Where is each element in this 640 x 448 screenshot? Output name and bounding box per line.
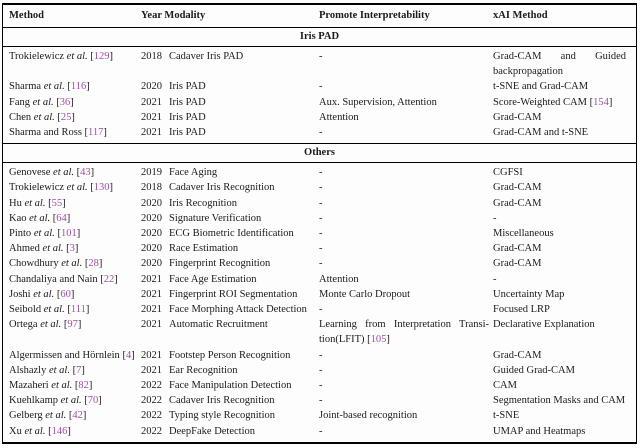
promote-interpretability-cell: - [319, 425, 323, 437]
xai-method-cell: Grad-CAM [493, 243, 542, 255]
column-header-method: Method [9, 10, 44, 21]
promote-interpretability-cell: - [319, 212, 323, 224]
year-cell: 2022 [141, 395, 162, 407]
year-cell: 2020 [141, 243, 162, 255]
year-cell: 2020 [141, 258, 162, 270]
modality-cell: ECG Biometric Identification [169, 228, 294, 240]
citation-number[interactable]: 82 [78, 380, 89, 392]
modality-cell: Face Aging [169, 167, 218, 179]
promote-interpretability-cell: - [319, 167, 323, 179]
citation-link[interactable]: [146] [48, 425, 71, 437]
table-row [3, 317, 636, 347]
modality-cell: Iris PAD [169, 81, 206, 93]
year-cell: 2021 [141, 288, 162, 300]
section-rows [3, 163, 636, 442]
xai-method-cell: Score-Weighted CAM [154] [493, 96, 613, 108]
year-cell: 2021 [141, 364, 162, 376]
citation-number[interactable]: 116 [70, 81, 87, 93]
xai-method-cell: - [493, 273, 497, 285]
year-cell: 2021 [141, 273, 162, 285]
table-row [3, 49, 636, 79]
citation-number[interactable]: 101 [60, 228, 77, 240]
column-header-promote-interpretability: Promote Interpretability [319, 10, 430, 21]
table-row [3, 272, 636, 287]
citation-number[interactable]: 97 [67, 319, 78, 331]
promote-interpretability-cell: Aux. Supervision, Attention [319, 96, 437, 108]
year-cell: 2019 [141, 167, 162, 179]
modality-cell: Race Estimation [169, 243, 239, 255]
table-row [3, 302, 636, 317]
citation-number[interactable]: 3 [69, 243, 75, 255]
citation-number[interactable]: 146 [51, 425, 68, 437]
modality-cell: Cadaver Iris PAD [169, 51, 244, 62]
table-row [3, 256, 636, 271]
method-cell: Pinto et al. [101] [9, 228, 81, 240]
citation-link[interactable]: [116] [67, 81, 90, 93]
xai-method-cell: Miscellaneous [493, 228, 554, 240]
citation-number[interactable]: 22 [103, 273, 115, 285]
xai-method-cell: Grad-CAM [493, 197, 542, 209]
xai-method-cell: CGFSI [493, 167, 523, 179]
column-header-xai-method: xAI Method [493, 10, 548, 21]
promote-interpretability-cell: - [319, 304, 323, 316]
year-cell: 2021 [141, 319, 162, 331]
modality-cell: Face Manipulation Detection [169, 380, 292, 392]
et-al-label: et al. [61, 258, 83, 270]
promote-interpretability-cell: Monte Carlo Dropout [319, 288, 410, 300]
citation-number[interactable]: 105 [370, 334, 387, 346]
year-cell: 2018 [141, 51, 162, 62]
et-al-label: et al. [66, 182, 88, 194]
citation-number[interactable]: 42 [72, 410, 83, 422]
method-cell: Ahmed et al. [3] [9, 243, 79, 255]
citation-link[interactable]: [64] [52, 212, 71, 224]
section-rows [3, 47, 636, 143]
section-banner-iris-pad: Iris PAD [3, 27, 636, 47]
promote-interpretability-cell: - [319, 81, 323, 93]
method-cell: Chen et al. [25] [9, 111, 75, 123]
xai-method-cell: Grad-CAM [493, 182, 542, 194]
citation-link[interactable]: [7] [72, 364, 85, 376]
modality-cell: Ear Recognition [169, 364, 238, 376]
method-cell: Seibold et al. [111] [9, 304, 90, 316]
promote-interpretability-cell: - [319, 182, 323, 194]
citation-number[interactable]: 55 [51, 197, 63, 209]
et-al-label: et al. [51, 380, 73, 392]
xai-method-cell: Focused LRP [493, 304, 550, 316]
year-cell: 2021 [141, 111, 162, 123]
citation-link[interactable]: [42] [68, 410, 87, 422]
xai-method-cell: Grad-CAM and t-SNE [493, 127, 589, 139]
et-al-label: et al. [42, 243, 64, 255]
et-al-label: et al. [33, 288, 55, 300]
et-al-label: et al. [32, 96, 54, 108]
xai-method-cell: Uncertainty Map [493, 288, 565, 300]
method-cell: Fang et al. [36] [9, 96, 74, 108]
method-cell: Sharma and Ross [117] [9, 127, 107, 139]
promote-interpretability-cell: - [319, 258, 323, 270]
citation-link[interactable]: [129] [90, 51, 114, 62]
et-al-label: et al. [60, 395, 82, 407]
modality-cell: Iris PAD [169, 96, 206, 108]
et-al-label: et al. [40, 319, 62, 331]
promote-interpretability-cell: - [319, 243, 323, 255]
xai-method-cell: t-SNE and Grad-CAM [493, 81, 589, 93]
xai-method-cell: CAM [493, 380, 517, 392]
year-cell: 2021 [141, 349, 162, 361]
xai-method-cell: Declarative Explanation [493, 319, 595, 331]
citation-link[interactable]: [105] [367, 334, 390, 346]
table-row [3, 424, 636, 439]
promote-interpretability-cell: - [319, 228, 323, 240]
et-al-label: et al. [53, 167, 75, 179]
citation-number[interactable]: 25 [60, 111, 72, 123]
table-row [3, 79, 636, 94]
method-cell: Chandaliya and Nain [22] [9, 273, 118, 285]
method-cell: Ortega et al. [97] [9, 319, 82, 331]
year-cell: 2020 [141, 228, 162, 240]
et-al-label: et al. [24, 425, 46, 437]
table-row [3, 226, 636, 241]
section-banner-others: Others [3, 143, 636, 163]
promote-interpretability-cell: - [319, 127, 323, 139]
xai-method-cell: Grad-CAM [493, 111, 542, 123]
citation-link[interactable]: [3] [66, 243, 79, 255]
xai-method-cell: Segmentation Masks and CAM [493, 395, 626, 407]
year-cell: 2018 [141, 182, 162, 194]
method-cell: Algermissen and Hörnlein [4] [9, 349, 135, 361]
year-cell: 2020 [141, 212, 162, 224]
modality-cell: Iris PAD [169, 127, 206, 139]
method-cell: Alshazly et al. [7] [9, 364, 85, 376]
method-cell: Kao et al. [64] [9, 212, 71, 224]
promote-interpretability-cell: Attention [319, 111, 359, 123]
modality-cell: Cadaver Iris Recognition [169, 395, 275, 407]
promote-interpretability-cell: - [319, 364, 323, 376]
table-row [3, 211, 636, 226]
table-row [3, 125, 636, 140]
xai-method-cell: UMAP and Heatmaps [493, 425, 586, 437]
citation-link[interactable]: [36] [56, 96, 74, 108]
citation-number[interactable]: 64 [56, 212, 67, 224]
citation-link[interactable]: [28] [84, 258, 103, 270]
promote-interpretability-cell: - [319, 197, 323, 209]
year-cell: 2022 [141, 380, 162, 392]
citation-link[interactable]: [82] [74, 380, 93, 392]
year-cell: 2021 [141, 304, 162, 316]
citation-number[interactable]: 28 [88, 258, 99, 270]
citation-number[interactable]: 7 [76, 364, 82, 376]
citation-number[interactable]: 70 [87, 395, 99, 407]
et-al-label: et al. [29, 212, 51, 224]
year-cell: 2022 [141, 425, 162, 437]
table-row [3, 348, 636, 363]
xai-method-cell: t-SNE [493, 410, 520, 422]
et-al-label: et al. [45, 410, 67, 422]
citation-link[interactable]: [97] [63, 319, 82, 331]
year-cell: 2020 [141, 81, 162, 93]
table-row [3, 393, 636, 408]
citation-number[interactable]: 130 [93, 182, 110, 194]
table-row [3, 363, 636, 378]
year-cell: 2020 [141, 197, 162, 209]
citation-link[interactable]: [55] [48, 197, 66, 209]
modality-cell: DeepFake Detection [169, 425, 256, 437]
citation-number[interactable]: 43 [80, 167, 91, 179]
year-cell: 2021 [141, 96, 162, 108]
modality-cell: Fingerprint ROI Segmentation [169, 288, 298, 300]
method-cell: Genovese et al. [43] [9, 167, 95, 179]
citation-number[interactable]: 111 [70, 304, 86, 316]
modality-cell: Face Age Estimation [169, 273, 257, 285]
citation-number[interactable]: 154 [593, 96, 609, 108]
table-row [3, 408, 636, 423]
table-row [3, 180, 636, 195]
year-cell: 2022 [141, 410, 162, 422]
citation-link[interactable]: [154] [589, 96, 613, 108]
modality-cell: Iris Recognition [169, 197, 237, 209]
et-al-label: et al. [66, 51, 88, 62]
citation-number[interactable]: 4 [125, 349, 132, 361]
table-row [3, 241, 636, 256]
citation-number[interactable]: 60 [60, 288, 71, 300]
citation-link[interactable]: [60] [56, 288, 75, 300]
table-row [3, 378, 636, 393]
xai-method-cell: - [493, 212, 497, 224]
citation-number[interactable]: 129 [93, 51, 110, 62]
column-header-year-modality: Year Modality [141, 10, 206, 21]
xai-method-cell: Guided Grad-CAM [493, 364, 575, 376]
table-row [3, 95, 636, 110]
promote-interpretability-cell: - [319, 380, 323, 392]
citation-link[interactable]: [70] [84, 395, 102, 407]
xai-method-cell: Grad-CAM [493, 258, 542, 270]
method-cell: Gelberg et al. [42] [9, 410, 87, 422]
xai-method-cell: Grad-CAM and Guided backpropagation [493, 51, 626, 78]
citation-link[interactable]: [101] [57, 228, 81, 240]
modality-cell: Signature Verification [169, 212, 262, 224]
method-cell: Xu et al. [146] [9, 425, 71, 437]
method-cell: Trokielewicz et al. [129] [9, 51, 114, 62]
citation-link[interactable]: [22] [100, 273, 118, 285]
modality-cell: Automatic Recruitment [169, 319, 268, 331]
method-cell: Kuehlkamp et al. [70] [9, 395, 102, 407]
table-body [3, 27, 636, 442]
modality-cell: Footstep Person Recognition [169, 349, 291, 361]
citation-number[interactable]: 117 [88, 127, 104, 139]
modality-cell: Cadaver Iris Recognition [169, 182, 275, 194]
survey-table [2, 3, 637, 444]
table-row [3, 165, 636, 180]
et-al-label: et al. [43, 304, 65, 316]
citation-number[interactable]: 36 [59, 96, 71, 108]
promote-interpretability-cell: Joint-based recognition [319, 410, 418, 422]
method-cell: Trokielewicz et al. [130] [9, 182, 114, 194]
et-al-label: et al. [24, 197, 46, 209]
promote-interpretability-cell: Learning from Interpretation Transition(LFIT) [105] [319, 319, 489, 346]
promote-interpretability-cell: - [319, 395, 323, 407]
table-row [3, 287, 636, 302]
table-header [3, 5, 636, 27]
et-al-label: et al. [43, 81, 65, 93]
modality-cell: Iris PAD [169, 111, 206, 123]
xai-method-cell: Grad-CAM [493, 349, 542, 361]
citation-link[interactable]: [4] [122, 349, 135, 361]
et-al-label: et al. [33, 228, 55, 240]
method-cell: Mazaheri et al. [82] [9, 380, 93, 392]
method-cell: Sharma et al. [116] [9, 81, 90, 93]
citation-link[interactable]: [43] [76, 167, 95, 179]
promote-interpretability-cell: - [319, 349, 323, 361]
citation-link[interactable]: [117] [84, 127, 107, 139]
modality-cell: Face Morphing Attack Detection [169, 304, 307, 316]
method-cell: Hu et al. [55] [9, 197, 66, 209]
promote-interpretability-cell: - [319, 51, 323, 62]
modality-cell: Typing style Recognition [169, 410, 276, 422]
table-row [3, 196, 636, 211]
citation-link[interactable]: [130] [90, 182, 114, 194]
citation-link[interactable]: [25] [57, 111, 75, 123]
et-al-label: et al. [48, 364, 70, 376]
promote-interpretability-cell: Attention [319, 273, 359, 285]
method-cell: Joshi et al. [60] [9, 288, 75, 300]
table-row [3, 110, 636, 125]
year-cell: 2021 [141, 127, 162, 139]
et-al-label: et al. [33, 111, 55, 123]
modality-cell: Fingerprint Recognition [169, 258, 271, 270]
method-cell: Chowdhury et al. [28] [9, 258, 103, 270]
citation-link[interactable]: [111] [67, 304, 90, 316]
